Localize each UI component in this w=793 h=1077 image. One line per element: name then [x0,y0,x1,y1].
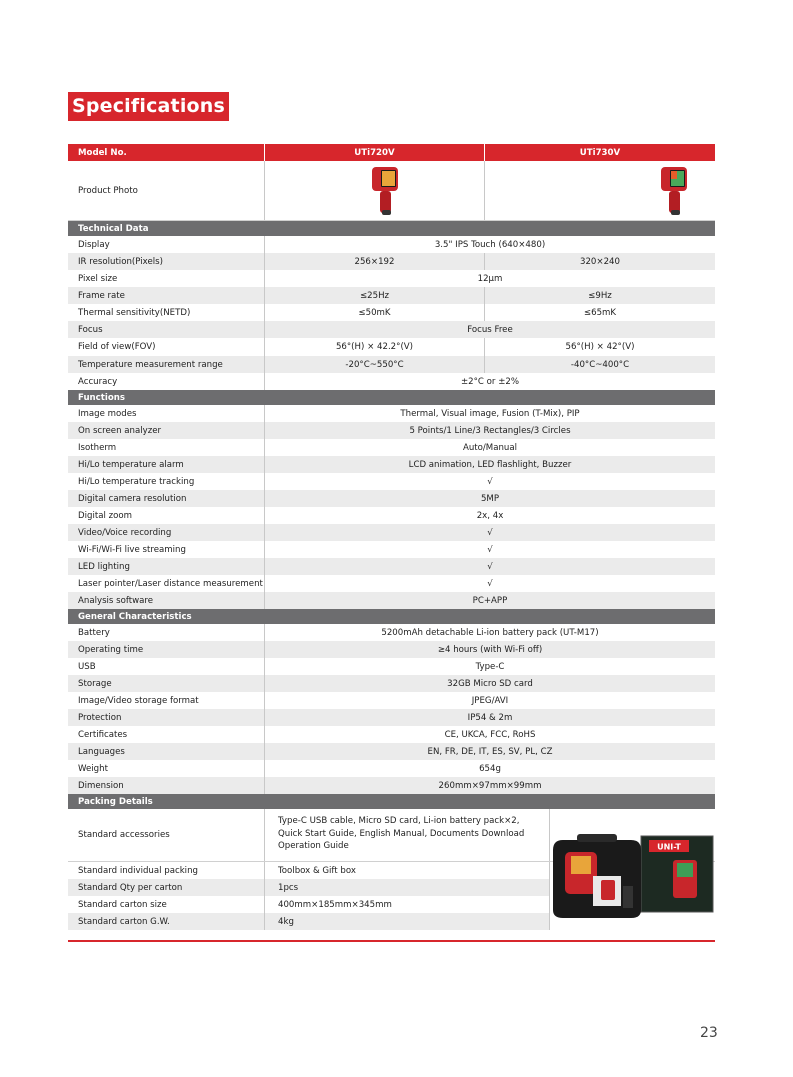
spec-label: Pixel size [78,273,118,284]
spec-value: EN, FR, DE, IT, ES, SV, PL, CZ [427,746,553,757]
spec-row-analysis-software [68,592,715,609]
spec-row-operating-time [68,641,715,658]
spec-value: Thermal, Visual image, Fusion (T-Mix), PIP [400,408,580,419]
spec-value: Focus Free [467,324,513,335]
spec-label: Field of view(FOV) [78,342,156,352]
page-title: Specifications [68,92,229,121]
spec-label: Battery [78,627,110,638]
spec-label: Hi/Lo temperature alarm [78,459,184,470]
uti720v-camera-image [368,165,402,217]
spec-value: IP54 & 2m [467,712,513,723]
spec-value: √ [487,544,493,555]
spec-value-uti720v: -20°C~550°C [345,359,404,370]
spec-label: On screen analyzer [78,425,162,436]
spec-label: Dimension [78,780,124,791]
spec-value: 654g [479,763,501,774]
spec-row-weight [68,760,715,777]
box-brand-logo: UNI-T [657,842,681,852]
spec-value: 12μm [477,273,503,284]
spec-value: PC+APP [472,595,508,606]
spec-label: Weight [78,763,108,774]
spec-row-laser-pointer-laser-distance-measurement [68,575,715,592]
spec-row-certificates [68,726,715,743]
spec-value: LCD animation, LED flashlight, Buzzer [408,459,572,470]
model-no-label: Model No. [78,147,127,158]
packing-row-standard-carton-size [68,896,549,913]
package-photo [553,832,715,920]
spec-label: Storage [78,678,112,689]
spec-row-on-screen-analyzer [68,422,715,439]
spec-row-wi-fi-wi-fi-live-streaming [68,541,715,558]
packing-row-standard-carton-g-w [68,913,549,930]
packing-value: 1pcs [278,882,299,893]
model-header-row [68,144,715,161]
spec-label: Temperature measurement range [78,359,223,370]
spec-label: Image/Video storage format [78,695,199,706]
spec-row-led-lighting [68,558,715,575]
spec-value: ±2°C or ±2% [460,376,520,387]
spec-label: Hi/Lo temperature tracking [78,476,195,487]
packing-label: Standard individual packing [78,865,198,876]
packing-details-header: Packing Details [68,794,715,809]
spec-value: √ [487,578,493,589]
technical-data-header: Technical Data [68,221,715,236]
packing-value: 400mm×185mm×345mm [278,899,392,910]
spec-row-temperature-measurement-range [68,356,715,373]
spec-row-focus [68,321,715,338]
spec-value-uti730v: ≤65mK [583,307,617,318]
uti730v-camera-image [657,165,691,217]
spec-value: √ [487,476,493,487]
model-a-label: UTi720V [354,147,395,158]
spec-value: Type-C [475,661,505,672]
spec-label: Focus [78,324,103,335]
spec-label: Certificates [78,729,128,740]
spec-value: 5200mAh detachable Li-ion battery pack (UT-M17) [381,627,599,638]
spec-value: 2x, 4x [476,510,504,521]
spec-value: 260mm×97mm×99mm [438,780,542,791]
spec-value: 5MP [480,493,500,504]
spec-row-battery [68,624,715,641]
spec-label: IR resolution(Pixels) [78,256,163,267]
spec-label: Digital zoom [78,510,133,521]
spec-value: Auto/Manual [462,442,518,453]
spec-value-uti720v: 256×192 [354,256,395,267]
spec-label: USB [78,661,96,672]
spec-value-uti730v: -40°C~400°C [570,359,630,370]
spec-label: Isotherm [78,442,117,453]
spec-value-uti720v: ≤50mK [358,307,391,318]
spec-value: ≥4 hours (with Wi-Fi off) [437,644,543,655]
spec-row-thermal-sensitivity-netd [68,304,715,321]
packing-value: 4kg [278,916,294,927]
spec-value: JPEG/AVI [471,695,509,706]
spec-label: Accuracy [78,376,118,387]
spec-table [68,144,715,930]
product-photo-row [68,161,715,221]
spec-value: 3.5" IPS Touch (640×480) [434,239,546,250]
spec-row-pixel-size [68,270,715,287]
spec-label: Thermal sensitivity(NETD) [78,307,191,318]
bottom-rule [68,940,715,942]
spec-row-dimension [68,777,715,794]
spec-label: Digital camera resolution [78,493,187,504]
spec-label: LED lighting [78,561,130,572]
spec-value: CE, UKCA, FCC, RoHS [444,729,536,740]
spec-row-field-of-view-fov [68,338,715,356]
spec-label: Protection [78,712,122,723]
spec-row-isotherm [68,439,715,456]
spec-value: √ [487,527,493,538]
spec-row-protection [68,709,715,726]
spec-value-uti730v: 56°(H) × 42°(V) [565,342,635,352]
spec-value-uti730v: 320×240 [579,256,620,267]
page-number: 23 [700,1025,718,1041]
spec-row-digital-zoom [68,507,715,524]
packing-value: Toolbox & Gift box [278,865,356,876]
spec-row-languages [68,743,715,760]
spec-row-display [68,236,715,253]
spec-row-ir-resolution-pixels [68,253,715,270]
spec-value-uti720v: ≤25Hz [359,290,390,301]
spec-row-hi-lo-temperature-alarm [68,456,715,473]
general-characteristics-header: General Characteristics [68,609,715,624]
spec-label: Laser pointer/Laser distance measurement [78,578,263,589]
spec-label: Display [78,239,110,250]
model-b-label: UTi730V [579,147,621,158]
spec-row-image-modes [68,405,715,422]
spec-row-frame-rate [68,287,715,304]
spec-label: Analysis software [78,595,154,606]
spec-row-image-video-storage-format [68,692,715,709]
spec-row-video-voice-recording [68,524,715,541]
spec-row-storage [68,675,715,692]
packing-label: Standard carton size [78,899,167,910]
accessories-text: Type-C USB cable, Micro SD card, Li-ion battery pack×2, Quick Start Guide, English Manual, Documents Download Operation Guide [278,816,525,851]
spec-value-uti720v: 56°(H) × 42.2°(V) [335,342,414,352]
spec-row-usb [68,658,715,675]
spec-label: Operating time [78,644,144,655]
spec-row-digital-camera-resolution [68,490,715,507]
product-photo-label: Product Photo [78,185,138,196]
packing-row-standard-individual-packing [68,862,549,879]
spec-label: Languages [78,746,125,757]
spec-value: 32GB Micro SD card [447,678,533,689]
spec-label: Video/Voice recording [78,527,172,538]
spec-label: Image modes [78,408,137,419]
packing-label: Standard Qty per carton [78,882,183,893]
packing-label: Standard carton G.W. [78,916,170,927]
spec-value: √ [487,561,493,572]
spec-value-uti730v: ≤9Hz [588,290,612,301]
spec-row-hi-lo-temperature-tracking [68,473,715,490]
spec-label: Wi-Fi/Wi-Fi live streaming [78,544,186,555]
spec-value: 5 Points/1 Line/3 Rectangles/3 Circles [409,425,571,436]
spec-row-accuracy [68,373,715,390]
functions-header: Functions [68,390,715,405]
accessories-label: Standard accessories [78,830,170,840]
spec-label: Frame rate [78,290,125,301]
packing-row-standard-qty-per-carton [68,879,549,896]
